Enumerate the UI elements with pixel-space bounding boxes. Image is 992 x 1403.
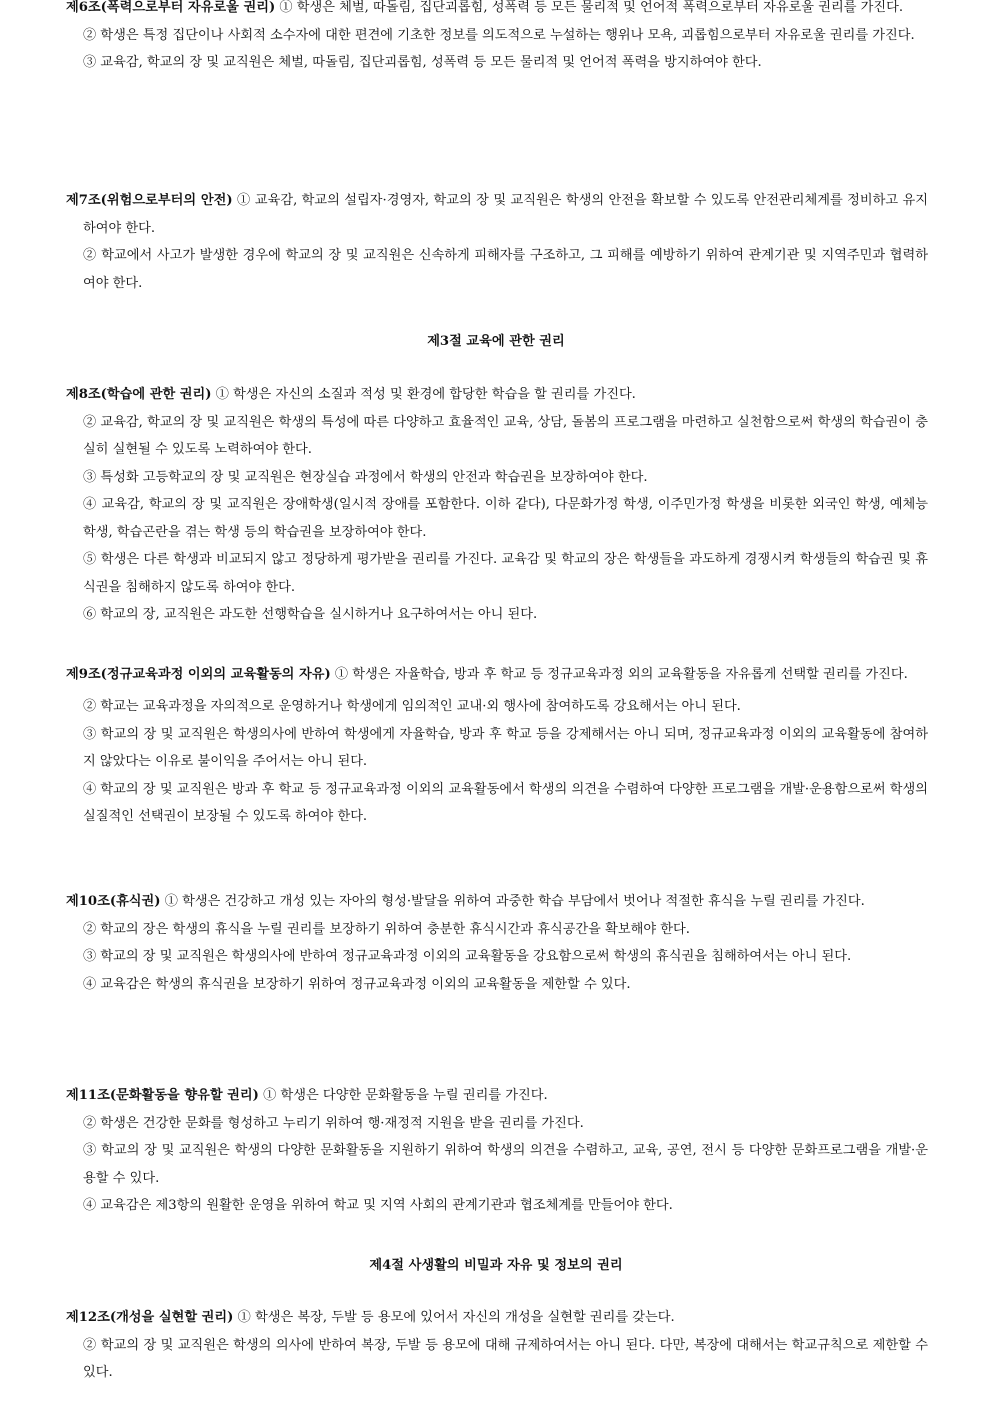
article-7-paragraph-1	[66, 187, 928, 242]
article-9-title: 제9조(정규교육과정 이외의 교육활동의 자유)	[66, 667, 331, 682]
article-6-title: 제6조(폭력으로부터 자유로울 권리)	[66, 0, 276, 15]
article-8-clause-1: ① 학생은 자신의 소질과 적성 및 환경에 합당한 학습을 할 권리를 가진다.	[211, 387, 636, 402]
article-7	[66, 187, 928, 297]
article-7-title: 제7조(위험으로부터의 안전)	[66, 193, 233, 208]
article-6	[66, 0, 928, 77]
article-10-paragraph-1	[66, 888, 928, 916]
article-11-title: 제11조(문화활동을 향유할 권리)	[66, 1088, 259, 1103]
article-7-clause-1: ① 교육감, 학교의 설립자·경영자, 학교의 장 및 교직원은 학생의 안전을 확보할 수 있도록 안전관리체계를 정비하고 유지하여야 한다.	[83, 193, 928, 236]
article-11-clause-1: ① 학생은 다양한 문화활동을 누릴 권리를 가진다.	[258, 1088, 548, 1103]
article-8-clause-2: ② 교육감, 학교의 장 및 교직원은 학생의 특성에 따른 다양하고 효율적인 교육, 상담, 돌봄의 프로그램을 마련하고 실천함으로써 학생의 학습권이 충실히 실현될 수 있도록 노력하여야 한다.	[83, 414, 928, 457]
article-11	[66, 1082, 928, 1220]
article-8-clause-5: ⑤ 학생은 다른 학생과 비교되지 않고 정당하게 평가받을 권리를 가진다. 교육감 및 학교의 장은 학생들을 과도하게 경쟁시켜 학생들의 학습권 및 휴식권을 침해하지 않도록 하여야 한다.	[83, 552, 928, 595]
article-12-title: 제12조(개성을 실현할 권리)	[66, 1310, 234, 1325]
article-7-clause-2: ② 학교에서 사고가 발생한 경우에 학교의 장 및 교직원은 신속하게 피해자를 구조하고, 그 피해를 예방하기 위하여 관계기관 및 지역주민과 협력하여야 한다.	[83, 248, 928, 291]
article-10	[66, 888, 928, 998]
article-9-paragraph-1	[66, 657, 928, 693]
article-9-clause-4: ④ 학교의 장 및 교직원은 방과 후 학교 등 정규교육과정 이외의 교육활동에서 학생의 의견을 수렴하여 다양한 프로그램을 개발·운용함으로써 학생의 실질적인 선택권이 보장될 수 있도록 하여야 한다.	[83, 781, 928, 824]
section-3-heading: 제3절 교육에 관한 권리	[427, 334, 565, 349]
article-10-clause-2: ② 학교의 장은 학생의 휴식을 누릴 권리를 보장하기 위하여 충분한 휴식시간과 휴식공간을 확보해야 한다.	[83, 921, 690, 937]
article-9-clause-1: ① 학생은 자율학습, 방과 후 학교 등 정규교육과정 외의 교육활동을 자유롭게 선택할 권리를 가진다.	[330, 667, 908, 682]
article-6-clause-3: ③ 교육감, 학교의 장 및 교직원은 체벌, 따돌림, 집단괴롭힘, 성폭력 등 모든 물리적 및 언어적 폭력을 방지하여야 한다.	[83, 55, 762, 70]
article-11-clause-3: ③ 학교의 장 및 교직원은 학생의 다양한 문화활동을 지원하기 위하여 학생의 의견을 수렴하고, 교육, 공연, 전시 등 다양한 문화프로그램을 개발·운용할 수 있다.	[83, 1143, 928, 1186]
article-6-paragraph-1	[66, 0, 928, 22]
article-10-clause-1: ① 학생은 건강하고 개성 있는 자아의 형성·발달을 위하여 과중한 학습 부담에서 벗어나 적절한 휴식을 누릴 권리를 가진다.	[160, 894, 865, 909]
article-10-clause-3: ③ 학교의 장 및 교직원은 학생의사에 반하여 정규교육과정 이외의 교육활동을 강요함으로써 학생의 휴식권을 침해하여서는 아니 된다.	[83, 949, 852, 964]
article-8-title: 제8조(학습에 관한 권리)	[66, 387, 212, 402]
article-10-clause-4: ④ 교육감은 학생의 휴식권을 보장하기 위하여 정규교육과정 이외의 교육활동을 제한할 수 있다.	[83, 976, 631, 992]
article-9-clause-3: ③ 학교의 장 및 교직원은 학생의사에 반하여 학생에게 자율학습, 방과 후 학교 등을 강제해서는 아니 되며, 정규교육과정 이외의 교육활동에 참여하지 않았다는 이유로 불이익을 주어서는 아니 된다.	[83, 726, 928, 769]
article-8-paragraph-1	[66, 381, 928, 409]
article-11-paragraph-1	[66, 1082, 928, 1110]
article-11-clause-2: ② 학생은 건강한 문화를 형성하고 누리기 위하여 행·재정적 지원을 받을 권리를 가진다.	[83, 1115, 584, 1131]
article-12-clause-1: ① 학생은 복장, 두발 등 용모에 있어서 자신의 개성을 실현할 권리를 갖는다.	[233, 1310, 675, 1325]
article-11-clause-4: ④ 교육감은 제3항의 원활한 운영을 위하여 학교 및 지역 사회의 관계기관과 협조체계를 만들어야 한다.	[83, 1198, 673, 1213]
article-12-paragraph-1	[66, 1304, 928, 1332]
article-8-clause-4: ④ 교육감, 학교의 장 및 교직원은 장애학생(일시적 장애를 포함한다. 이하 같다), 다문화가정 학생, 이주민가정 학생을 비롯한 외국인 학생, 예체능학생, 학습곤란을 겪는 학생 등의 학습권을 보장하여야 한다.	[83, 497, 928, 540]
article-6-clause-2: ② 학생은 특정 집단이나 사회적 소수자에 대한 편견에 기초한 정보를 의도적으로 누설하는 행위나 모욕, 괴롭힘으로부터 자유로울 권리를 가진다.	[83, 27, 915, 43]
article-9	[66, 657, 928, 831]
article-9-clause-2: ② 학교는 교육과정을 자의적으로 운영하거나 학생에게 임의적인 교내·외 행사에 참여하도록 강요해서는 아니 된다.	[83, 699, 741, 714]
section-4-heading: 제4절 사생활의 비밀과 자유 및 정보의 권리	[369, 1258, 623, 1273]
article-6-clause-1: ① 학생은 체벌, 따돌림, 집단괴롭힘, 성폭력 등 모든 물리적 및 언어적 폭력으로부터 자유로울 권리를 가진다.	[275, 0, 904, 15]
article-12	[66, 1304, 928, 1387]
article-8-clause-6: ⑥ 학교의 장, 교직원은 과도한 선행학습을 실시하거나 요구하여서는 아니 된다.	[83, 607, 538, 622]
article-12-clause-2: ② 학교의 장 및 교직원은 학생의 의사에 반하여 복장, 두발 등 용모에 대해 규제하여서는 아니 된다. 다만, 복장에 대해서는 학교규칙으로 제한할 수 있다.	[83, 1337, 928, 1380]
article-8-clause-3: ③ 특성화 고등학교의 장 및 교직원은 현장실습 과정에서 학생의 안전과 학습권을 보장하여야 한다.	[83, 469, 648, 485]
article-10-title: 제10조(휴식권)	[66, 894, 161, 909]
article-8	[66, 381, 928, 629]
